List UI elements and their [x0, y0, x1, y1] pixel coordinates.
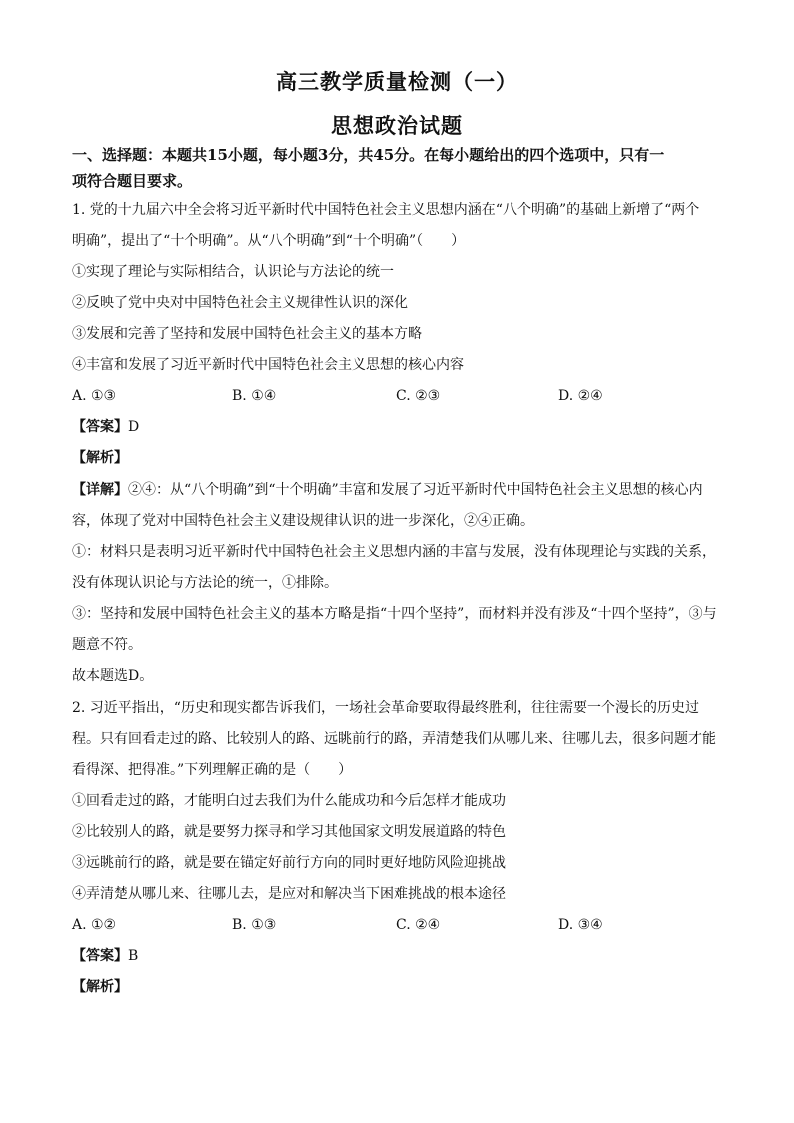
q1-detail-line-2: 容，体现了党对中国特色社会主义建设规律认识的进一步深化，②④正确。: [72, 513, 534, 529]
q1-statement-3: ③发展和完善了坚持和发展中国特色社会主义的基本方略: [72, 326, 422, 342]
q2-option-a: A. ①②: [72, 917, 117, 933]
answer-tag: 【答案】: [72, 948, 128, 964]
q1-stem-line-2: 明确”，提出了“十个明确”。从“八个明确”到“十个明确”（ ）: [72, 233, 466, 249]
q2-analysis-tag: [72, 977, 722, 997]
q1-statement-4: ④丰富和发展了习近平新时代中国特色社会主义思想的核心内容: [72, 357, 464, 373]
q2-statement-3: ③远眺前行的路，就是要在锚定好前行方向的同时更好地防风险迎挑战: [72, 855, 506, 871]
q1-statement-2: ②反映了党中央对中国特色社会主义规律性认识的深化: [72, 295, 408, 311]
q1-answer: [72, 417, 722, 437]
q1-option-b: B. ①④: [232, 388, 277, 404]
analysis-tag: 【解析】: [72, 979, 128, 995]
detail-text: ②④：从“八个明确”到“十个明确”丰富和发展了习近平新时代中国特色社会主义思想的核心内: [128, 482, 703, 498]
q1-detail-line-1: [72, 480, 722, 500]
analysis-tag: 【解析】: [72, 450, 128, 466]
q2-stem-line-1: 2. 习近平指出，“历史和现实都告诉我们，一场社会革命要取得最终胜利，往往需要一个漫长的历史过: [72, 700, 699, 716]
q2-option-b: B. ①③: [232, 917, 277, 933]
page-title: 高三教学质量检测（一）: [276, 69, 518, 94]
q1-stem-line-1: 1. 党的十九届六中全会将习近平新时代中国特色社会主义思想内涵在“八个明确”的基础上新增了“两个: [72, 202, 700, 218]
q1-detail-line-4: 没有体现认识论与方法论的统一，①排除。: [72, 575, 338, 591]
q2-statement-1: ①回看走过的路，才能明白过去我们为什么能成功和今后怎样才能成功: [72, 793, 506, 809]
answer-tag: 【答案】: [72, 419, 128, 435]
q1-option-a: A. ①③: [72, 388, 117, 404]
q2-stem-line-2: 程。只有回看走过的路、比较别人的路、远眺前行的路，弄清楚我们从哪儿来、往哪儿去，很多问题才能: [72, 731, 716, 747]
answer-value: B: [128, 948, 139, 964]
q1-statement-1: ①实现了理论与实际相结合，认识论与方法论的统一: [72, 264, 394, 280]
q1-detail-line-6: 题意不符。: [72, 637, 142, 653]
q2-option-c: C. ②④: [396, 917, 441, 933]
section-heading-line-1: 一、选择题：本题共15小题，每小题3分，共45分。在每小题给出的四个选项中，只有一: [72, 146, 665, 164]
q1-analysis-tag: [72, 448, 722, 468]
q2-stem-line-3: 看得深、把得准。”下列理解正确的是（ ）: [72, 762, 353, 778]
q1-detail-line-5: ③：坚持和发展中国特色社会主义的基本方略是指“十四个坚持”，而材料并没有涉及“十四个坚持”，③与: [72, 606, 717, 622]
q2-option-d: D. ③④: [558, 917, 603, 933]
q1-option-d: D. ②④: [558, 388, 603, 404]
q2-answer: [72, 946, 722, 966]
detail-tag: 【详解】: [72, 482, 128, 498]
q1-conclusion: 故本题选D。: [72, 668, 154, 684]
section-heading-line-2: 项符合题目要求。: [72, 172, 193, 190]
answer-value: D: [128, 419, 140, 435]
q1-option-c: C. ②③: [396, 388, 441, 404]
q2-statement-2: ②比较别人的路，就是要努力探寻和学习其他国家文明发展道路的特色: [72, 824, 506, 840]
q2-statement-4: ④弄清楚从哪儿来、往哪儿去，是应对和解决当下困难挑战的根本途径: [72, 886, 506, 902]
page-subtitle: 思想政治试题: [331, 113, 463, 138]
q1-detail-line-3: ①：材料只是表明习近平新时代中国特色社会主义思想内涵的丰富与发展，没有体现理论与实践的关系，: [72, 544, 716, 560]
